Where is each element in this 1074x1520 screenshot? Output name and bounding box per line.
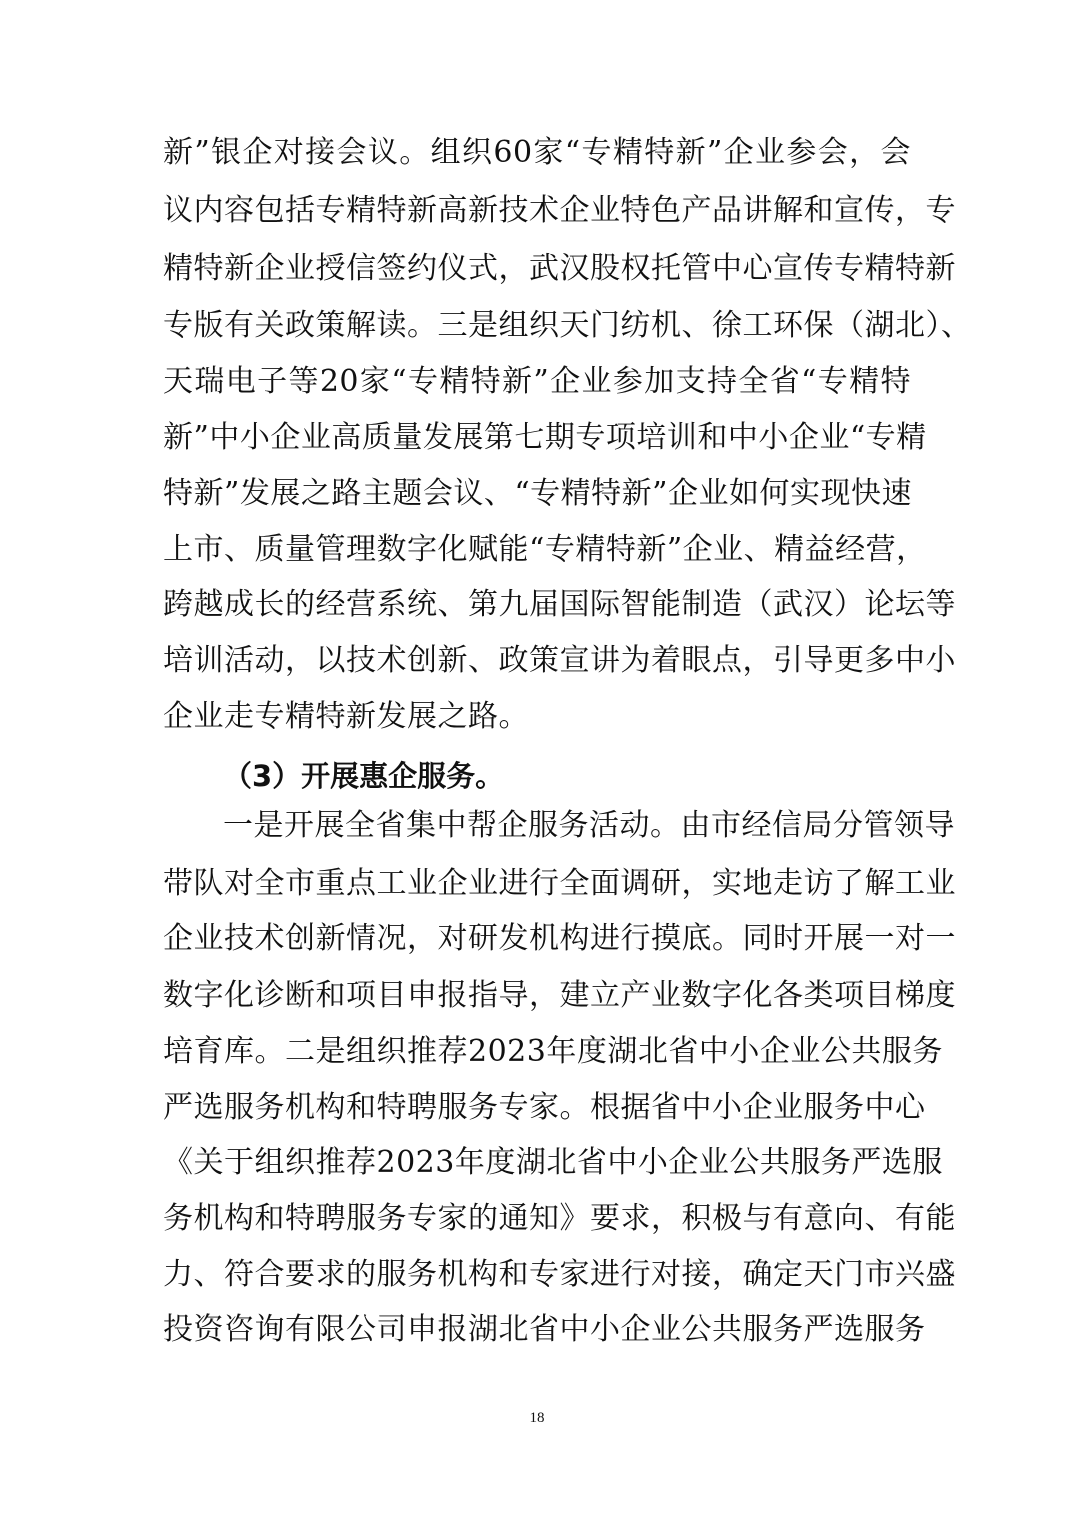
text-line: 一是开展全省集中帮企服务活动。由市经信局分管领导 (223, 808, 955, 843)
text-line: 上市、质量管理数字化赋能“专精特新”企业、精益经营， (163, 532, 927, 567)
section-heading: （3）开展惠企服务。 (223, 759, 505, 793)
text-line: 新”中小企业高质量发展第七期专项培训和中小企业“专精 (163, 420, 927, 455)
text-line: 特新”发展之路主题会议、“专精特新”企业如何实现快速 (163, 476, 913, 511)
text-line: 精特新企业授信签约仪式，武汉股权托管中心宣传专精特新 (163, 251, 956, 286)
text-line: 务机构和特聘服务专家的通知》要求，积极与有意向、有能 (163, 1201, 956, 1236)
text-line: 天瑞电子等20家“专精特新”企业参加支持全省“专精特 (163, 364, 911, 399)
text-line: 投资咨询有限公司申报湖北省中小企业公共服务严选服务 (163, 1312, 926, 1347)
text-line: 严选服务机构和特聘服务专家。根据省中小企业服务中心 (163, 1090, 926, 1125)
text-line: 企业走专精特新发展之路。 (163, 699, 529, 734)
text-line: 培育库。二是组织推荐2023年度湖北省中小企业公共服务 (163, 1034, 943, 1069)
text-line: 新”银企对接会议。组织60家“专精特新”企业参会，会 (163, 135, 911, 170)
text-line: 跨越成长的经营系统、第九届国际智能制造（武汉）论坛等 (163, 587, 956, 622)
text-line: 企业技术创新情况，对研发机构进行摸底。同时开展一对一 (163, 921, 956, 956)
text-line: 力、符合要求的服务机构和专家进行对接，确定天门市兴盛 (163, 1257, 956, 1292)
text-line: 培训活动，以技术创新、政策宣讲为着眼点，引导更多中小 (163, 643, 956, 678)
text-line: 《关于组织推荐2023年度湖北省中小企业公共服务严选服 (163, 1145, 943, 1180)
text-line: 带队对全市重点工业企业进行全面调研，实地走访了解工业 (163, 866, 956, 901)
text-line: 专版有关政策解读。三是组织天门纺机、徐工环保（湖北）、 (163, 308, 972, 343)
page-number: 18 (529, 1410, 545, 1426)
text-line: 议内容包括专精特新高新技术企业特色产品讲解和宣传，专 (163, 193, 956, 228)
text-line: 数字化诊断和项目申报指导，建立产业数字化各类项目梯度 (163, 978, 956, 1013)
